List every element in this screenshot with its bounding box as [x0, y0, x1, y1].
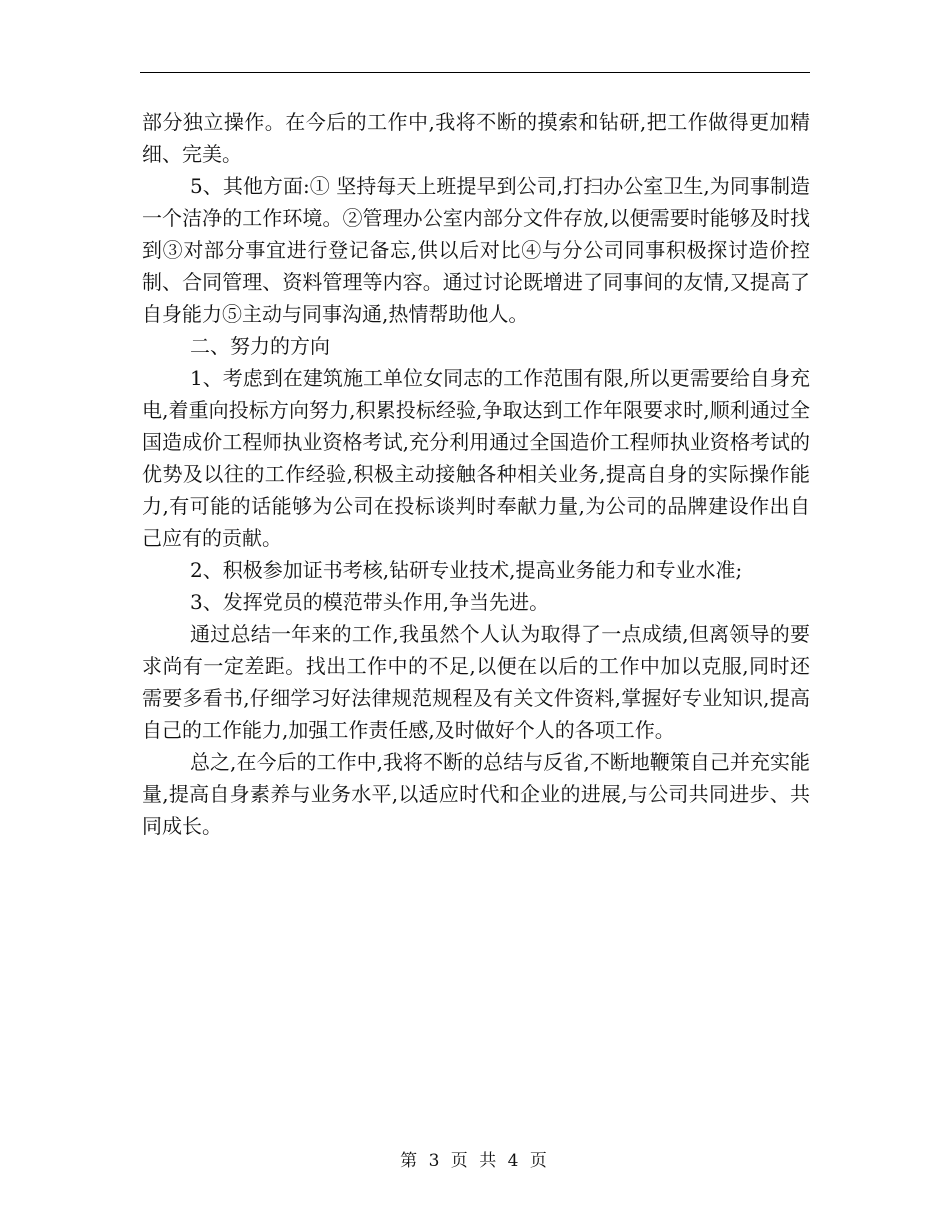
- paragraph-conclusion: 总之,在今后的工作中,我将不断的总结与反省,不断地鞭策自己并充实能量,提高自身素养与业务水平,以适应时代和企业的进展,与公司共同进步、共同成长。: [142, 750, 810, 838]
- page-number-footer: 第 3 页 共 4 页: [400, 1151, 550, 1171]
- document-body: [142, 106, 810, 842]
- paragraph-item-1: 1、考虑到在建筑施工单位女同志的工作范围有限,所以更需要给自身充电,着重向投标方向努力,积累投标经验,争取达到工作年限要求时,顺利通过全国造成价工程师执业资格考试,充分利用通过全国造价工程师执业资格考试的优势及以往的工作经验,积极主动接触各种相关业务,提高自身的实际操作能力,有可能的话能够为公司在投标谈判时奉献力量,为公司的品牌建设作出自己应有的贡献。: [142, 366, 810, 550]
- paragraph-other-aspects: 5、其他方面:① 坚持每天上班提早到公司,打扫办公室卫生,为同事制造一个洁净的工作环境。②管理办公室内部分文件存放,以便需要时能够及时找到③对部分事宜进行登记备忘,供以后对比④与分公司同事积极探讨造价控制、合同管理、资料管理等内容。通过讨论既增进了同事间的友情,又提高了自身能力⑤主动与同事沟通,热情帮助他人。: [142, 174, 810, 326]
- paragraph-continuation: 部分独立操作。在今后的工作中,我将不断的摸索和钻研,把工作做得更加精细、完美。: [142, 110, 810, 166]
- paragraph-item-2: 2、积极参加证书考核,钻研专业技术,提高业务能力和专业水准;: [190, 558, 743, 582]
- paragraph-item-3: 3、发挥党员的模范带头作用,争当先进。: [190, 590, 550, 614]
- section-heading-direction: 二、努力的方向: [190, 334, 330, 358]
- header-rule: [140, 72, 810, 73]
- paragraph-summary: 通过总结一年来的工作,我虽然个人认为取得了一点成绩,但离领导的要求尚有一定差距。找出工作中的不足,以便在以后的工作中加以克服,同时还需要多看书,仔细学习好法律规范规程及有关文件资料,掌握好专业知识,提高自己的工作能力,加强工作责任感,及时做好个人的各项工作。: [142, 622, 810, 742]
